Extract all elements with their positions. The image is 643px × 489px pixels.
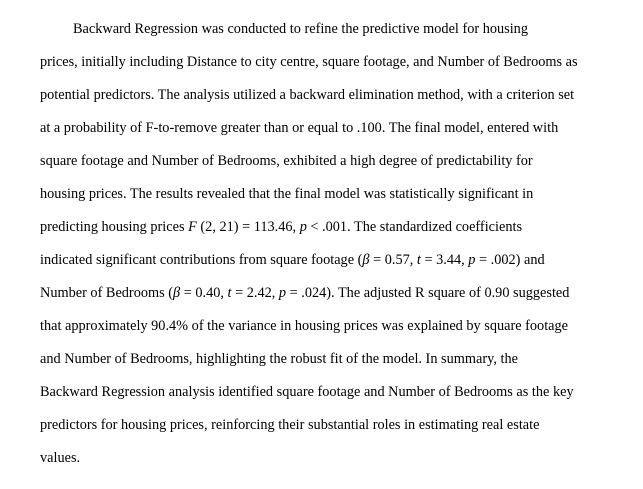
- text-segment: = .002) and: [475, 252, 545, 268]
- text-line: [40, 277, 609, 310]
- text-segment: predicting housing prices: [40, 219, 189, 235]
- text-segment: housing prices. The results revealed that the final model was statistically significant in: [40, 186, 534, 202]
- text-segment: prices, initially including Distance to city centre, square footage, and Number of Bedrooms as: [40, 54, 578, 70]
- text-segment: (2, 21) = 113.46,: [196, 219, 300, 235]
- text-segment: = 3.44,: [420, 252, 469, 268]
- text-segment: and Number of Bedrooms, highlighting the robust fit of the model. In summary, the: [40, 351, 518, 367]
- text-line: [40, 79, 609, 112]
- text-line: [40, 145, 609, 178]
- text-segment: = 2.42,: [231, 285, 279, 301]
- stat-symbol: t: [227, 285, 232, 301]
- stat-symbol: p: [299, 219, 307, 235]
- stat-symbol: β: [173, 285, 181, 301]
- text-segment: values.: [40, 450, 81, 466]
- text-line: [40, 211, 609, 244]
- regression-paragraph: [40, 13, 609, 475]
- stat-symbol: t: [416, 252, 421, 268]
- text-segment: indicated significant contributions from square footage (: [40, 252, 363, 268]
- text-line: [40, 46, 609, 79]
- stat-symbol: p: [468, 252, 476, 268]
- text-segment: potential predictors. The analysis utilized a backward elimination method, with a criterion set: [40, 87, 575, 103]
- text-line: [40, 343, 609, 376]
- text-segment: square footage and Number of Bedrooms, exhibited a high degree of predictability for: [40, 153, 533, 169]
- stat-symbol: p: [278, 285, 287, 301]
- text-segment: at a probability of F-to-remove greater than or equal to .100. The final model, entered with: [40, 120, 559, 136]
- text-line: [40, 442, 609, 475]
- text-line: [40, 409, 609, 442]
- text-segment: = .024). The adjusted R square of 0.90 suggested: [286, 285, 570, 301]
- text-segment: Backward Regression was conducted to refine the predictive model for housing: [73, 21, 528, 37]
- text-line: [40, 310, 609, 343]
- stat-symbol: β: [362, 252, 370, 268]
- text-line: [40, 244, 609, 277]
- text-segment: Number of Bedrooms (: [40, 285, 174, 301]
- text-segment: < .001. The standardized coefficients: [306, 219, 523, 235]
- text-segment: = 0.57,: [369, 252, 417, 268]
- text-line: [40, 178, 609, 211]
- text-line: [40, 112, 609, 145]
- stat-symbol: F: [188, 219, 197, 235]
- text-segment: predictors for housing prices, reinforcing their substantial roles in estimating real estate: [40, 417, 540, 433]
- text-segment: that approximately 90.4% of the variance in housing prices was explained by square footage: [40, 318, 569, 334]
- text-segment: Backward Regression analysis identified square footage and Number of Bedrooms as the key: [40, 384, 574, 400]
- text-segment: = 0.40,: [180, 285, 228, 301]
- text-line: [40, 376, 609, 409]
- text-line: [40, 13, 609, 46]
